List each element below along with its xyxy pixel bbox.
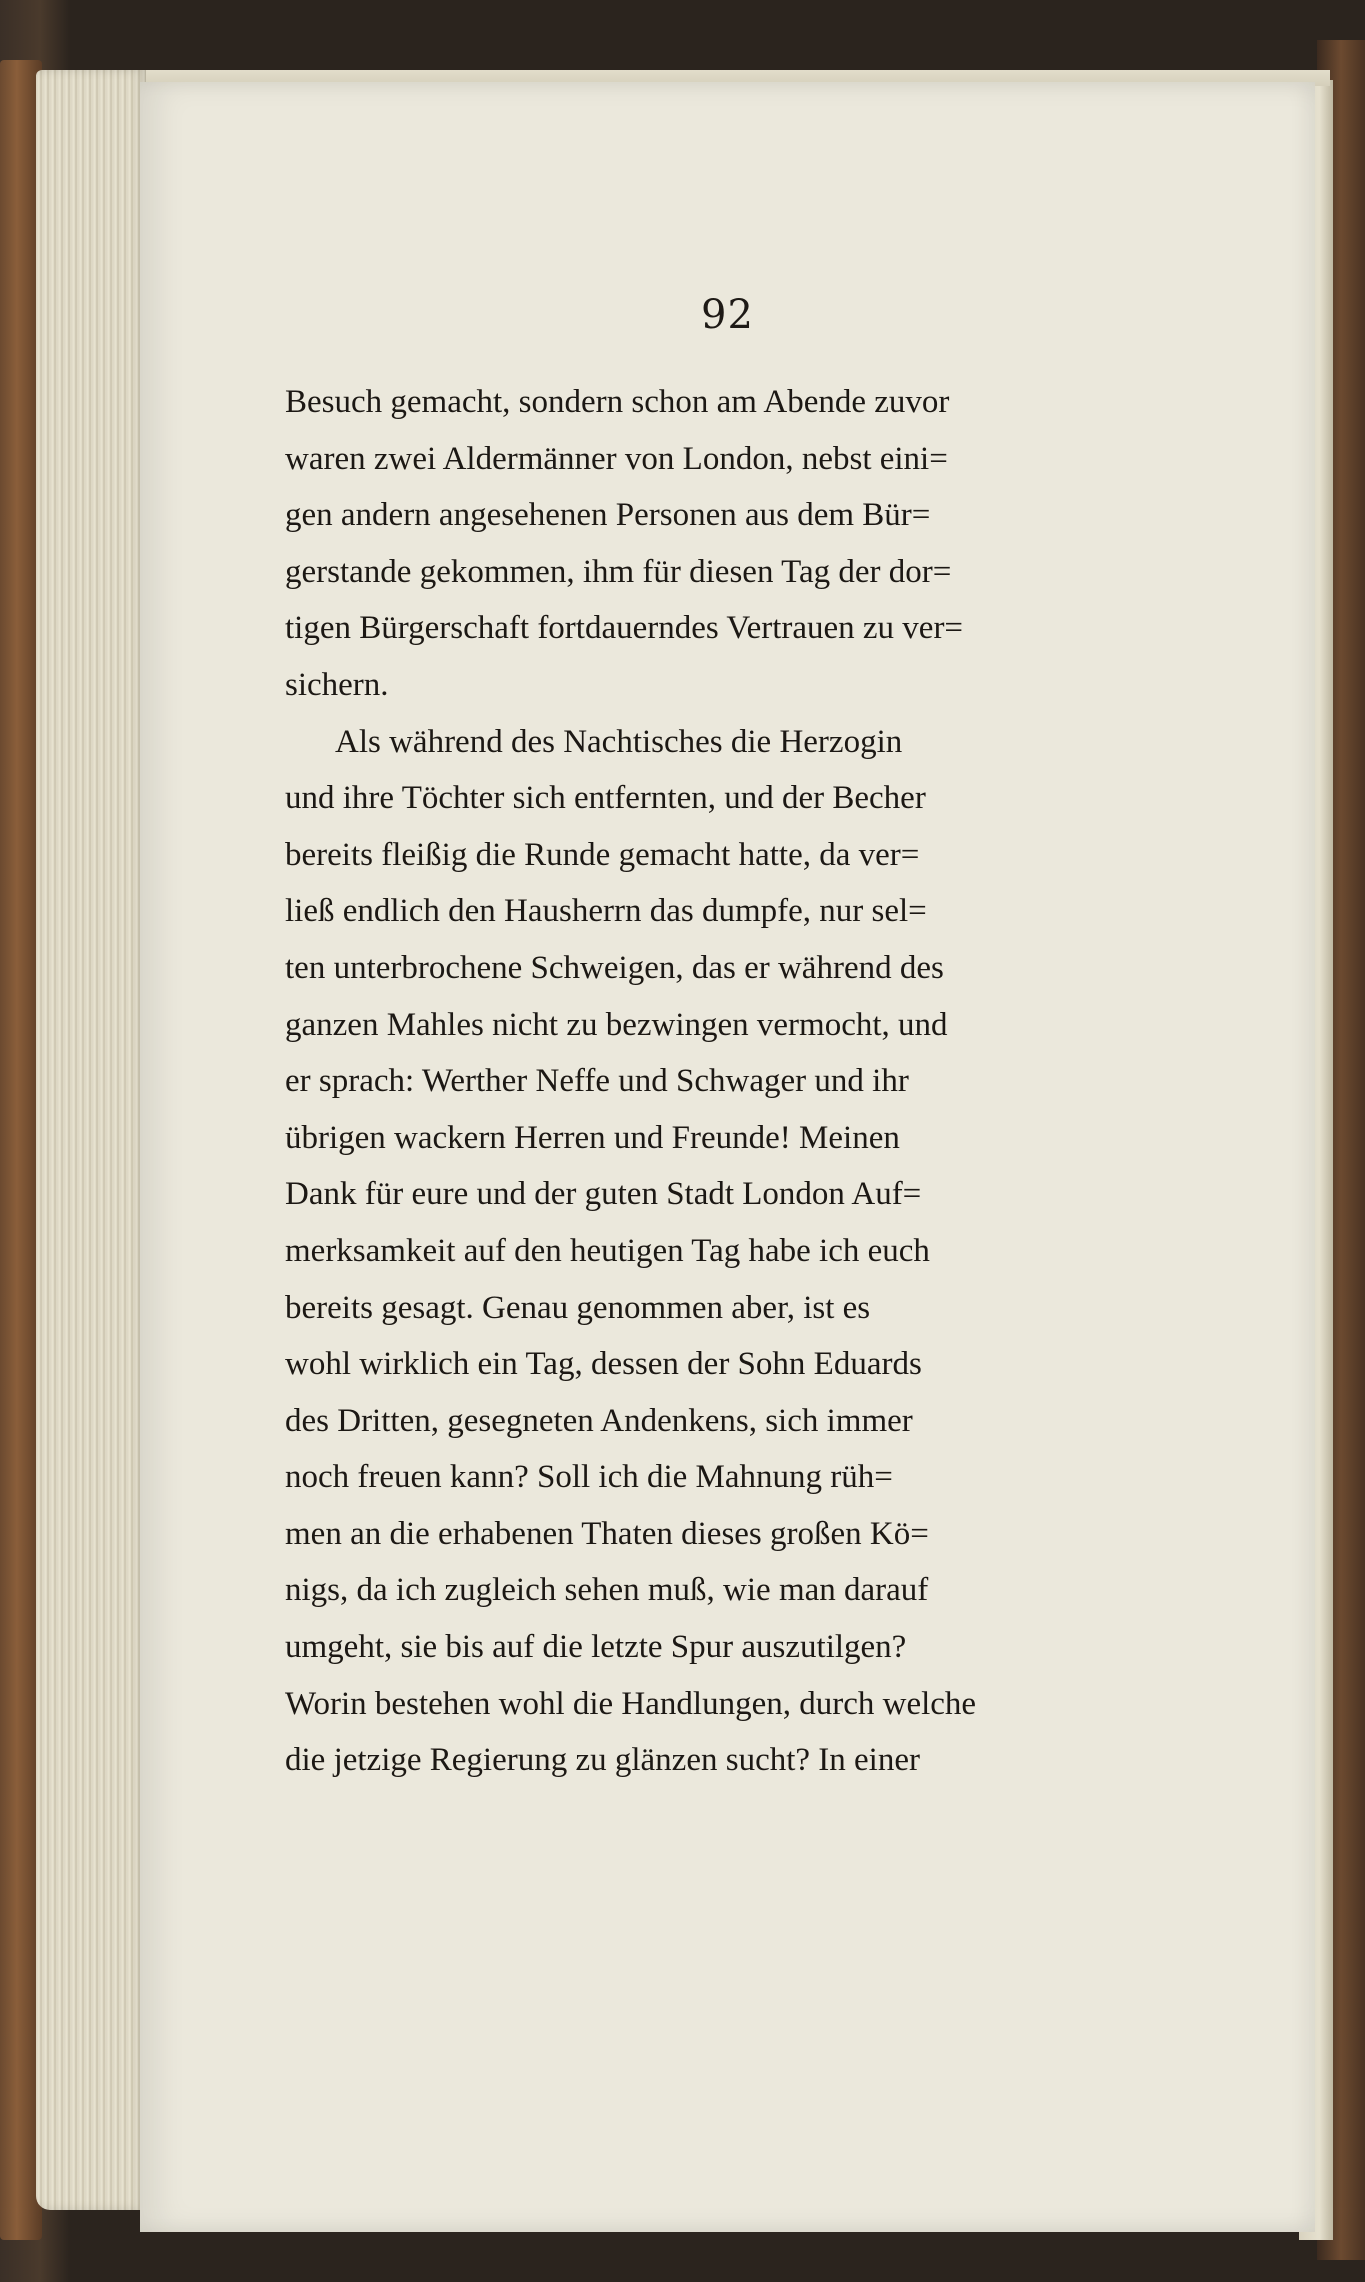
- text-line: ten unterbrochene Schweigen, das er während des: [285, 949, 944, 986]
- text-line: Besuch gemacht, sondern schon am Abende zuvor: [285, 384, 950, 420]
- text-line: sichern.: [285, 666, 389, 703]
- text-line: die jetzige Regierung zu glänzen sucht? In einer: [285, 1742, 920, 1779]
- text-line: ganzen Mahles nicht zu bezwingen vermocht, und: [285, 1006, 948, 1043]
- text-line: des Dritten, gesegneten Andenkens, sich immer: [285, 1402, 913, 1439]
- text-line: merksamkeit auf den heutigen Tag habe ich euch: [285, 1232, 930, 1269]
- text-line: bereits fleißig die Runde gemacht hatte, da ver=: [285, 836, 920, 873]
- text-line: nigs, da ich zugleich sehen muß, wie man darauf: [285, 1572, 929, 1609]
- paragraph-start-line: Als während des Nachtisches die Herzogin: [335, 723, 903, 760]
- page-text: [285, 378, 977, 1793]
- text-line: bereits gesagt. Genau genommen aber, ist es: [285, 1289, 871, 1326]
- text-line: ließ endlich den Hausherrn das dumpfe, nur sel=: [285, 893, 927, 930]
- text-line: noch freuen kann? Soll ich die Mahnung rüh=: [285, 1459, 893, 1496]
- text-line: Dank für eure und der guten Stadt London Auf=: [285, 1176, 922, 1213]
- text-line: waren zwei Aldermänner von London, nebst eini=: [285, 440, 948, 477]
- stacked-page-edges: [36, 70, 146, 2210]
- page-number: 92: [701, 292, 754, 338]
- text-line: und ihre Töchter sich entfernten, und der Becher: [285, 780, 926, 817]
- text-line: men an die erhabenen Thaten dieses großen Kö=: [285, 1515, 929, 1552]
- text-line: umgeht, sie bis auf die letzte Spur auszutilgen?: [285, 1629, 907, 1666]
- text-line: gerstande gekommen, ihm für diesen Tag der dor=: [285, 553, 952, 590]
- text-line: übrigen wackern Herren und Freunde! Meinen: [285, 1119, 900, 1156]
- text-line: er sprach: Werther Neffe und Schwager und ihr: [285, 1063, 909, 1100]
- text-line: gen andern angesehenen Personen aus dem Bür=: [285, 497, 931, 534]
- text-line: Worin bestehen wohl die Handlungen, durch welche: [285, 1685, 977, 1722]
- text-line: tigen Bürgerschaft fortdauerndes Vertrauen zu ver=: [285, 610, 964, 647]
- text-line: wohl wirklich ein Tag, dessen der Sohn Eduards: [285, 1346, 922, 1383]
